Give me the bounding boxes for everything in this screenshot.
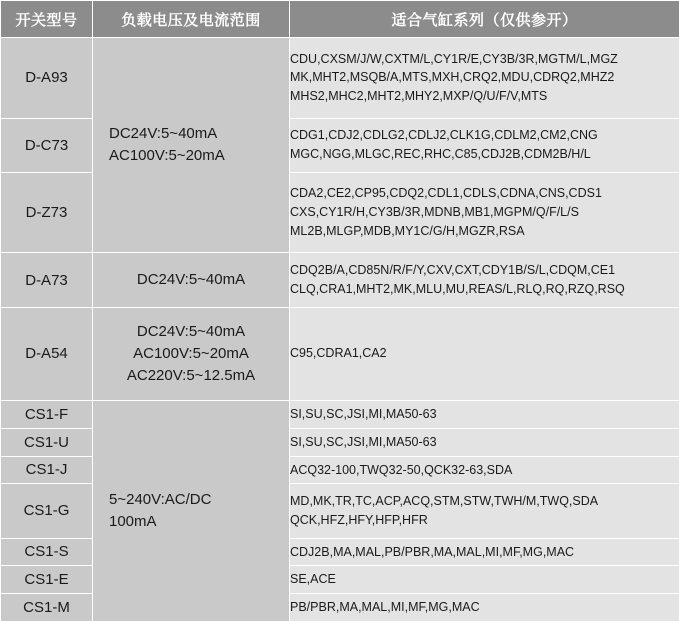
header-voltage-current-range: 负载电压及电流范围: [93, 1, 290, 38]
cell-model: D-A73: [1, 253, 93, 307]
table-row: [1, 253, 679, 307]
cell-series: CDQ2B/A,CD85N/R/F/Y,CXV,CXT,CDY1B/S/L,CDQM,CE1 CLQ,CRA1,MHT2,MK,MLU,MU,REAS/L,RLQ,RQ,RZQ,RSQ: [290, 253, 679, 307]
cell-series: SI,SU,SC,JSI,MI,MA50-63: [290, 400, 679, 428]
cell-model: CS1-J: [1, 456, 93, 484]
cell-range: DC24V:5~40mA AC100V:5~20mA: [93, 38, 290, 253]
table-row: [1, 307, 679, 400]
cell-series: ACQ32-100,TWQ32-50,QCK32-63,SDA: [290, 456, 679, 484]
cell-model: D-Z73: [1, 172, 93, 253]
cell-series: CDJ2B,MA,MAL,PB/PBR,MA,MAL,MI,MF,MG,MAC: [290, 538, 679, 566]
cell-series: CDG1,CDJ2,CDLG2,CDLJ2,CLK1G,CDLM2,CM2,CNG MGC,NGG,MLGC,REC,RHC,C85,CDJ2B,CDM2B/H/L: [290, 118, 679, 172]
cell-series: SI,SU,SC,JSI,MI,MA50-63: [290, 428, 679, 456]
cell-series: CDU,CXSM/J/W,CXTM/L,CY1R/E,CY3B/3R,MGTM/L,MGZ MK,MHT2,MSQB/A,MTS,MXH,CRQ2,MDU,CDRQ2,MHZ2 MHS2,MHC2,MHT2,MHY2,MXP/Q/U/F/V,MTS: [290, 38, 679, 119]
cell-range: 5~240V:AC/DC 100mA: [93, 400, 290, 621]
table-row: [1, 400, 679, 428]
cell-model: CS1-U: [1, 428, 93, 456]
table-header: [1, 1, 679, 38]
cell-series: CDA2,CE2,CP95,CDQ2,CDL1,CDLS,CDNA,CNS,CDS1 CXS,CY1R/H,CY3B/3R,MDNB,MB1,MGPM/Q/F/L/S ML2B,MLGP,MDB,MY1C/G/H,MGZR,RSA: [290, 172, 679, 253]
cell-model: CS1-S: [1, 538, 93, 566]
table-row: [1, 38, 679, 119]
cell-series: PB/PBR,MA,MAL,MI,MF,MG,MAC: [290, 594, 679, 622]
cell-model: CS1-F: [1, 400, 93, 428]
cell-model: D-A93: [1, 38, 93, 119]
header-model: 开关型号: [1, 1, 93, 38]
cell-model: CS1-E: [1, 566, 93, 594]
cell-series: SE,ACE: [290, 566, 679, 594]
cell-model: D-C73: [1, 118, 93, 172]
cell-range: DC24V:5~40mA: [93, 253, 290, 307]
header-cylinder-series: 适合气缸系列（仅供参开）: [290, 1, 679, 38]
cell-model: D-A54: [1, 307, 93, 400]
table-header-row: [1, 1, 679, 38]
cell-range: DC24V:5~40mA AC100V:5~20mA AC220V:5~12.5mA: [93, 307, 290, 400]
cell-model: CS1-M: [1, 594, 93, 622]
cell-series: MD,MK,TR,TC,ACP,ACQ,STM,STW,TWH/M,TWQ,SDA QCK,HFZ,HFY,HFP,HFR: [290, 484, 679, 538]
cell-series: C95,CDRA1,CA2: [290, 307, 679, 400]
table-body: [1, 38, 679, 622]
cell-model: CS1-G: [1, 484, 93, 538]
